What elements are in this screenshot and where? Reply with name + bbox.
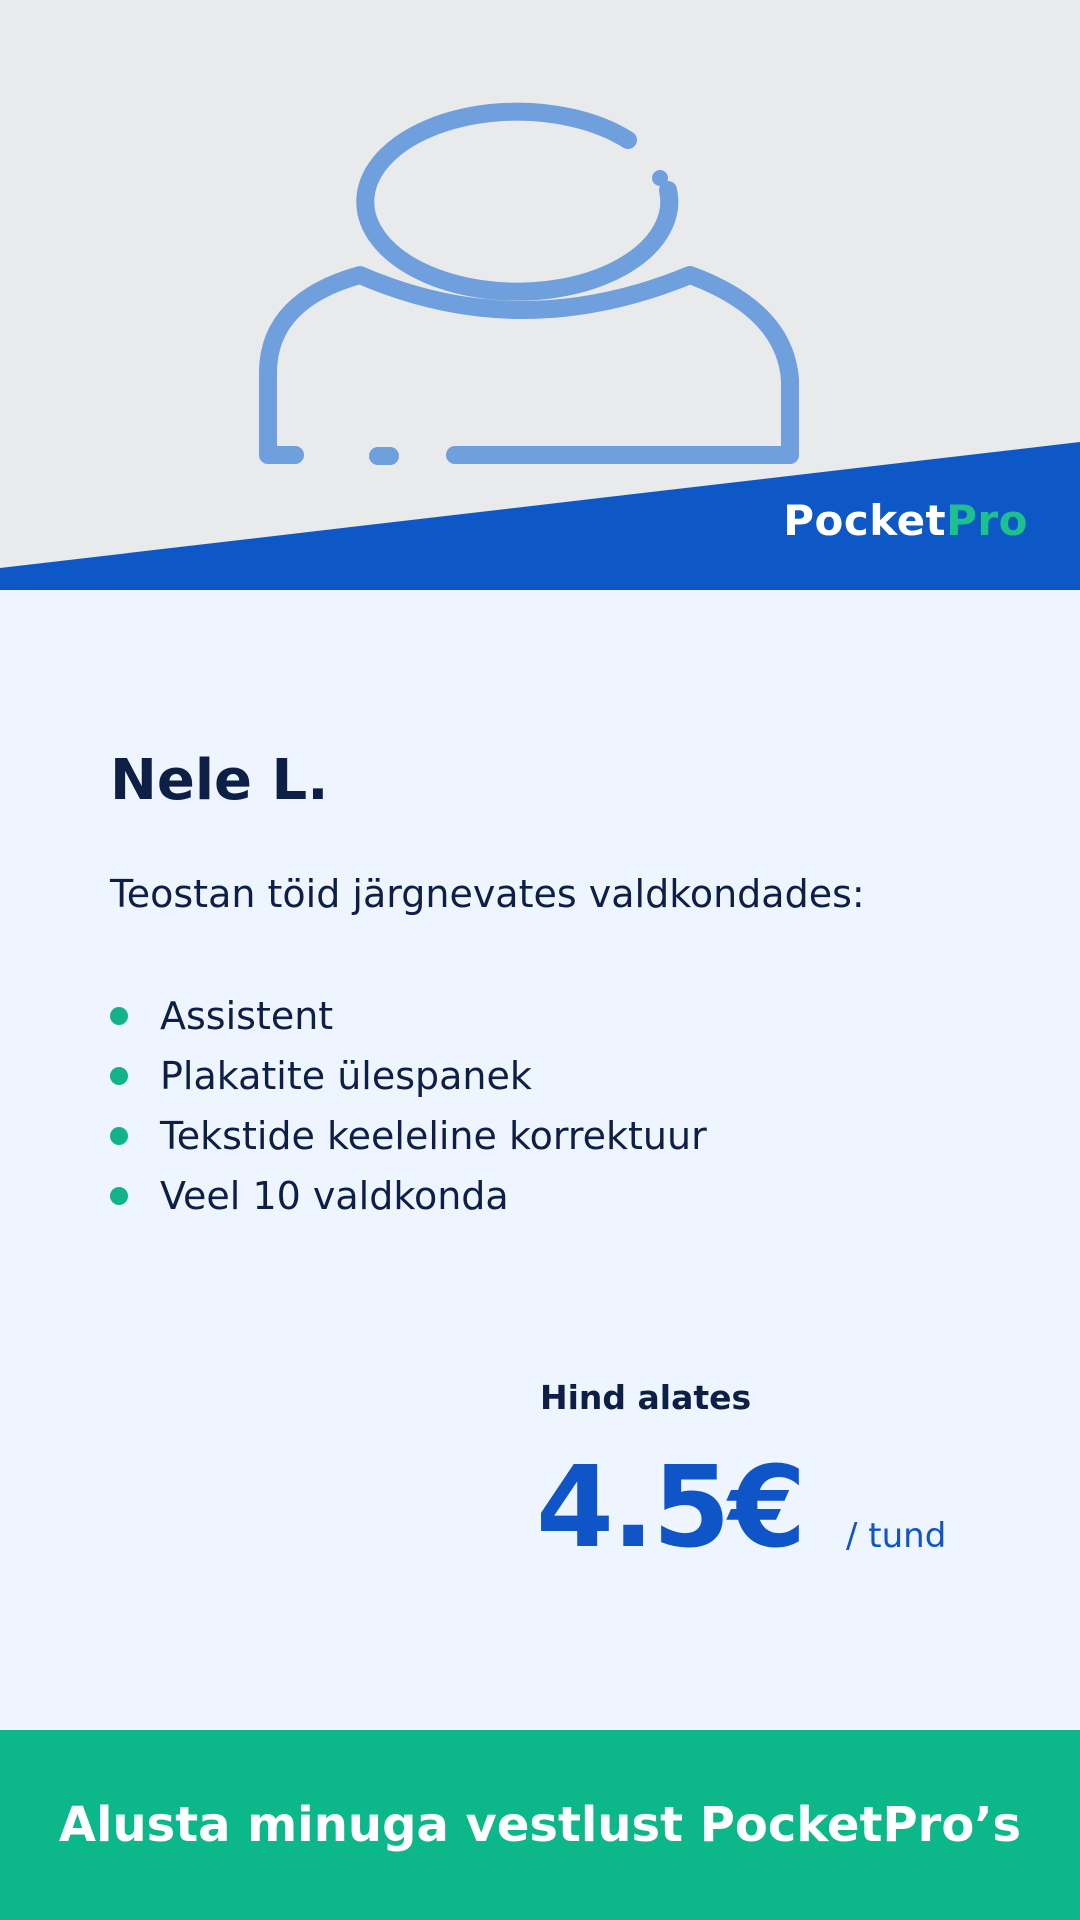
bullet-dot-icon [110,1187,128,1205]
list-item [110,990,707,1050]
skill-label: Tekstide keeleline korrektuur [160,1114,707,1158]
list-item [110,1170,707,1230]
skill-label: Assistent [160,994,334,1038]
pocketpro-logo [783,496,1028,545]
bullet-dot-icon [110,1007,128,1025]
start-chat-button[interactable]: Alusta minuga vestlust PocketPro’s [0,1730,1080,1920]
price-label: Hind alates [540,1378,752,1417]
skills-list [110,990,707,1230]
profile-intro: Teostan töid järgnevates valdkondades: [110,872,865,916]
skill-label: Veel 10 valdkonda [160,1174,509,1218]
skill-label: Plakatite ülespanek [160,1054,532,1098]
logo-text-pro: Pro [946,496,1028,545]
hero-header [0,0,1080,590]
price-value: 4.5€ [536,1443,805,1573]
list-item [110,1050,707,1110]
profile-name: Nele L. [110,748,329,813]
price-unit: / tund [846,1516,947,1556]
bullet-dot-icon [110,1127,128,1145]
list-item [110,1110,707,1170]
logo-text-pocket: Pocket [783,496,947,545]
bullet-dot-icon [110,1067,128,1085]
